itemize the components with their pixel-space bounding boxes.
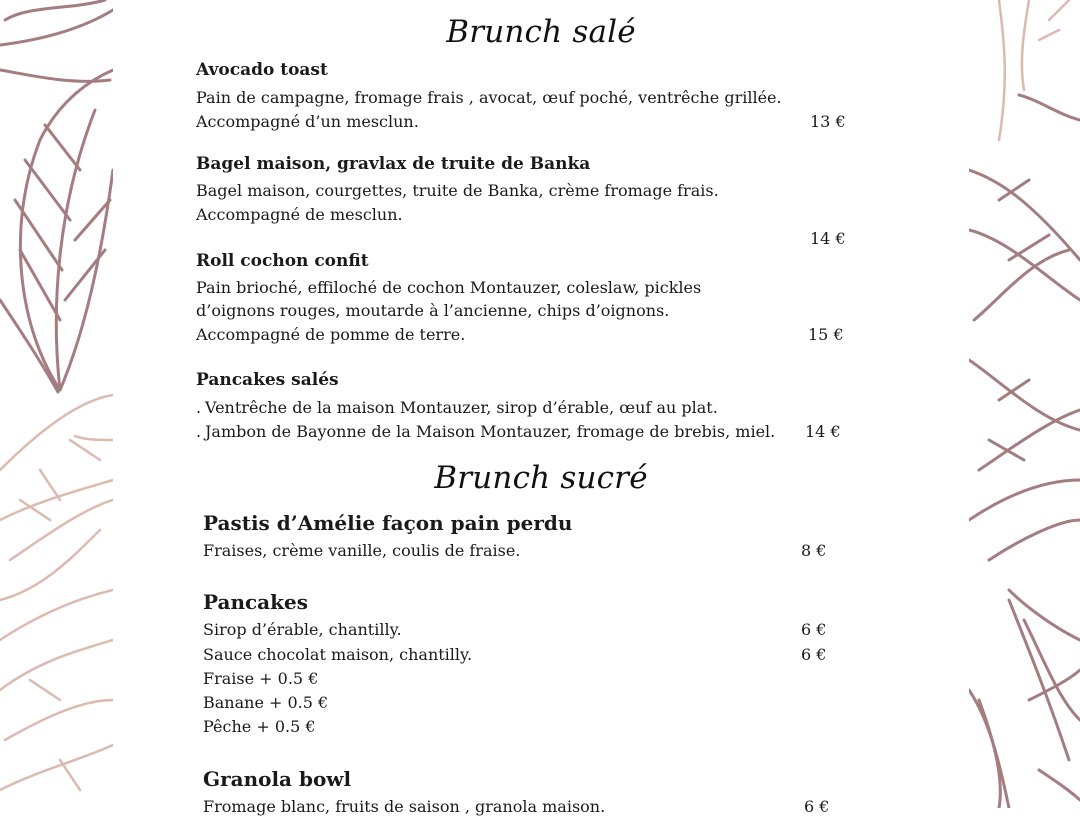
item-price: 6 € (801, 645, 827, 664)
item-option-line: Pêche + 0.5 € (203, 717, 316, 736)
item-desc-line: Ventrêche de la maison Montauzer, sirop d’érable, œuf au plat. (205, 398, 718, 417)
item-price: 14 € (810, 229, 846, 248)
item-price: 13 € (810, 112, 846, 131)
item-desc-line: Accompagné de mesclun. (196, 205, 403, 224)
bullet-mark: . (196, 422, 202, 441)
bullet-mark: . (196, 398, 202, 417)
item-name-pastis: Pastis d’Amélie façon pain perdu (203, 511, 573, 535)
item-price: 6 € (804, 797, 830, 816)
item-desc-line: Sirop d’érable, chantilly. (203, 620, 402, 639)
item-name-avocado-toast: Avocado toast (196, 60, 328, 80)
item-desc-line: Pain brioché, effiloché de cochon Montauzer, coleslaw, pickles (196, 278, 702, 297)
item-name-granola-bowl: Granola bowl (203, 767, 352, 791)
left-leaf-decoration (0, 0, 113, 808)
item-option-line: Fraise + 0.5 € (203, 669, 319, 688)
item-option-line: Banane + 0.5 € (203, 693, 329, 712)
item-price: 14 € (805, 422, 841, 441)
item-name-pancakes-sales: Pancakes salés (196, 370, 339, 390)
item-desc-line: Pain de campagne, fromage frais , avocat, œuf poché, ventrêche grillée. (196, 88, 782, 107)
right-leaf-decoration (969, 0, 1080, 808)
menu-page (113, 0, 969, 816)
item-desc-line: Accompagné d’un mesclun. (196, 112, 419, 131)
item-desc-line: Sauce chocolat maison, chantilly. (203, 645, 473, 664)
item-desc-line: Jambon de Bayonne de la Maison Montauzer, fromage de brebis, miel. (205, 422, 776, 441)
section-title-brunch-sucre: Brunch sucré (434, 460, 648, 496)
item-desc-line: Bagel maison, courgettes, truite de Banka, crème fromage frais. (196, 181, 719, 200)
item-price: 8 € (801, 541, 827, 560)
item-desc-line: Accompagné de pomme de terre. (196, 325, 466, 344)
item-name-roll-cochon: Roll cochon confit (196, 251, 369, 271)
item-desc-line: Fraises, crème vanille, coulis de fraise. (203, 541, 521, 560)
item-desc-line: d’oignons rouges, moutarde à l’ancienne, chips d’oignons. (196, 301, 670, 320)
item-name-bagel: Bagel maison, gravlax de truite de Banka (196, 154, 591, 174)
item-desc-line: Fromage blanc, fruits de saison , granola maison. (203, 797, 606, 816)
item-name-pancakes: Pancakes (203, 590, 308, 614)
item-price: 6 € (801, 620, 827, 639)
section-title-brunch-sale: Brunch salé (446, 14, 636, 50)
item-price: 15 € (808, 325, 844, 344)
